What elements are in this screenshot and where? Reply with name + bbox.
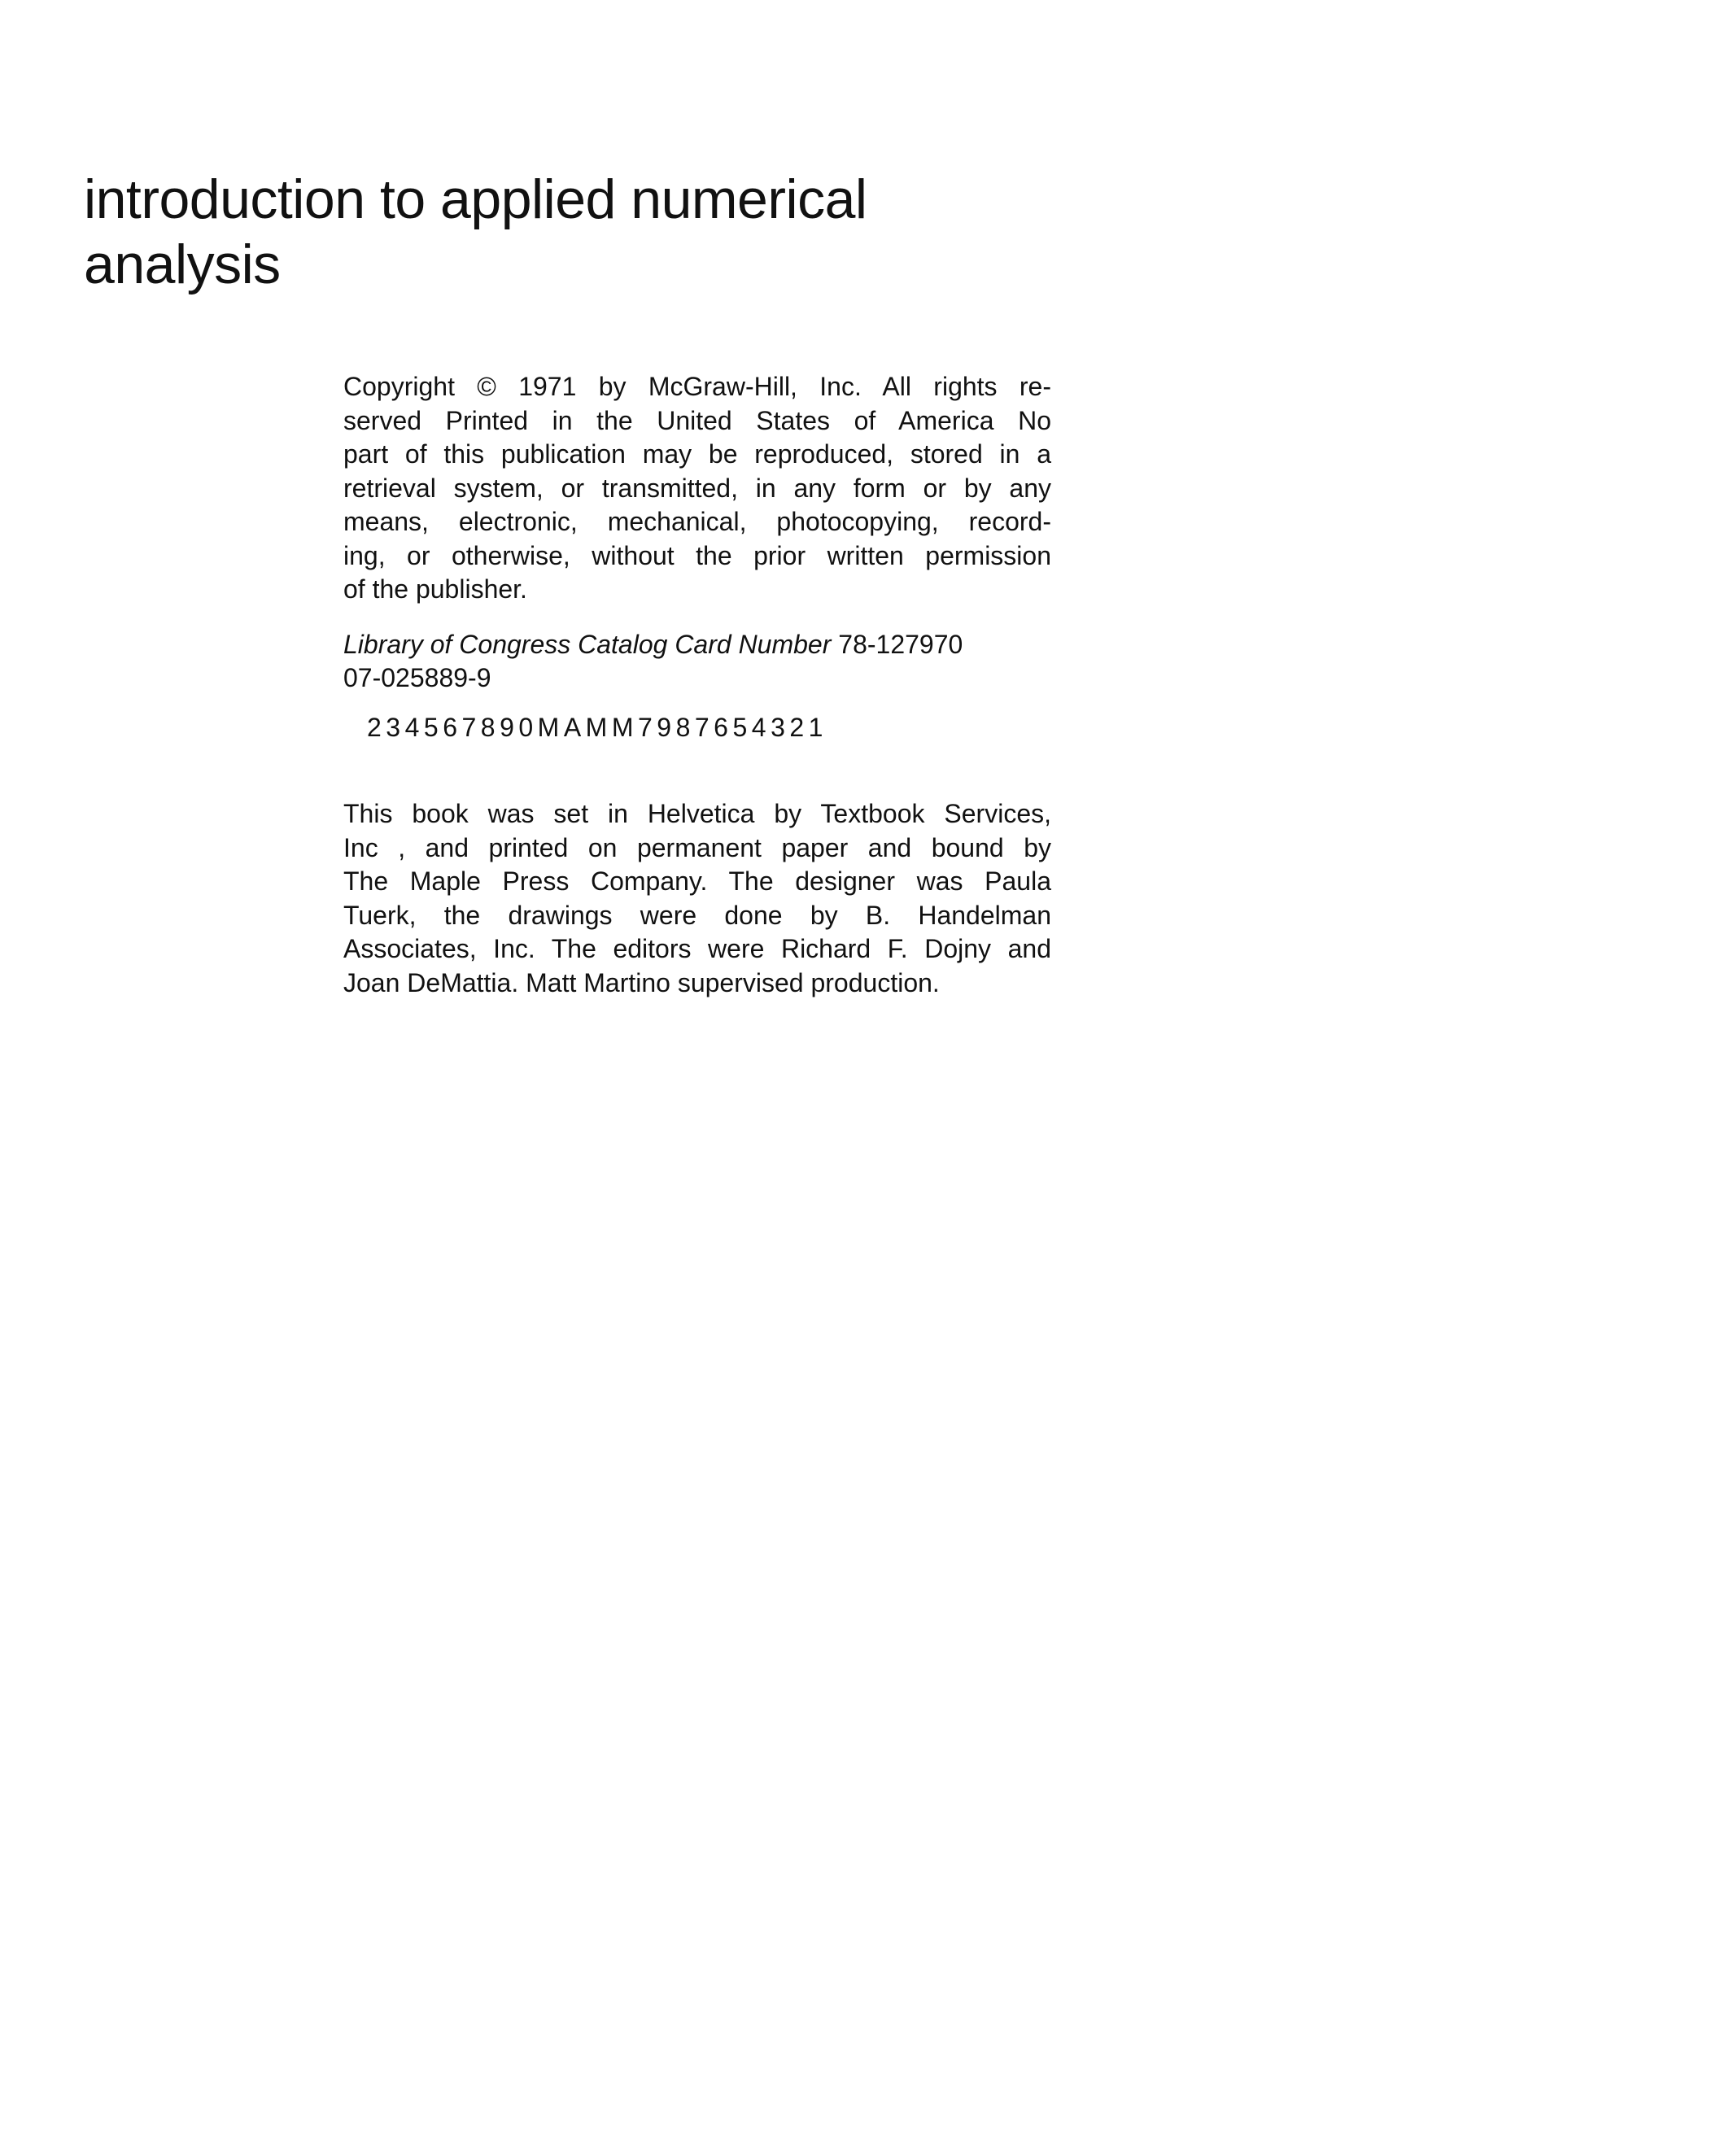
- book-title-line-1: introduction to applied numerical: [84, 168, 867, 230]
- copyright-line: of the publisher.: [343, 574, 527, 604]
- colophon-line: Inc , and printed on permanent paper and bound by: [343, 832, 1051, 862]
- copyright-line: part of this publication may be reproduced, stored in a: [343, 439, 1051, 469]
- isbn-number: 07-025889-9: [343, 663, 491, 692]
- colophon-line: The Maple Press Company. The designer was Paula: [343, 866, 1051, 896]
- printing-code: 234567890MAMM7987654321: [367, 713, 827, 742]
- copyright-line: retrieval system, or transmitted, in any form or by any: [343, 473, 1051, 503]
- colophon-line: This book was set in Helvetica by Textbook Services,: [343, 799, 1051, 828]
- colophon: [343, 797, 1051, 1000]
- copyright-line: ing, or otherwise, without the prior written permission: [343, 540, 1051, 570]
- colophon-line: Associates, Inc. The editors were Richard F. Dojny and: [343, 934, 1051, 963]
- catalog-number: 78-127970: [838, 630, 963, 659]
- colophon-line: Tuerk, the drawings were done by B. Handelman: [343, 900, 1051, 930]
- book-title-line-2: analysis: [84, 233, 281, 295]
- copyright-line: means, electronic, mechanical, photocopying, record-: [343, 507, 1051, 536]
- catalog-label: Library of Congress Catalog Card Number: [343, 630, 832, 659]
- book-title: [84, 167, 979, 297]
- colophon-line: Joan DeMattia. Matt Martino supervised production.: [343, 967, 940, 997]
- isbn: [343, 661, 1051, 696]
- catalog-card-number: [343, 628, 1051, 662]
- copyright-line: served Printed in the United States of America No: [343, 405, 1051, 435]
- copyright-line: Copyright © 1971 by McGraw-Hill, Inc. All rights re-: [343, 372, 1051, 401]
- copyright-notice: [343, 370, 1051, 607]
- catalog-line: [343, 628, 1051, 662]
